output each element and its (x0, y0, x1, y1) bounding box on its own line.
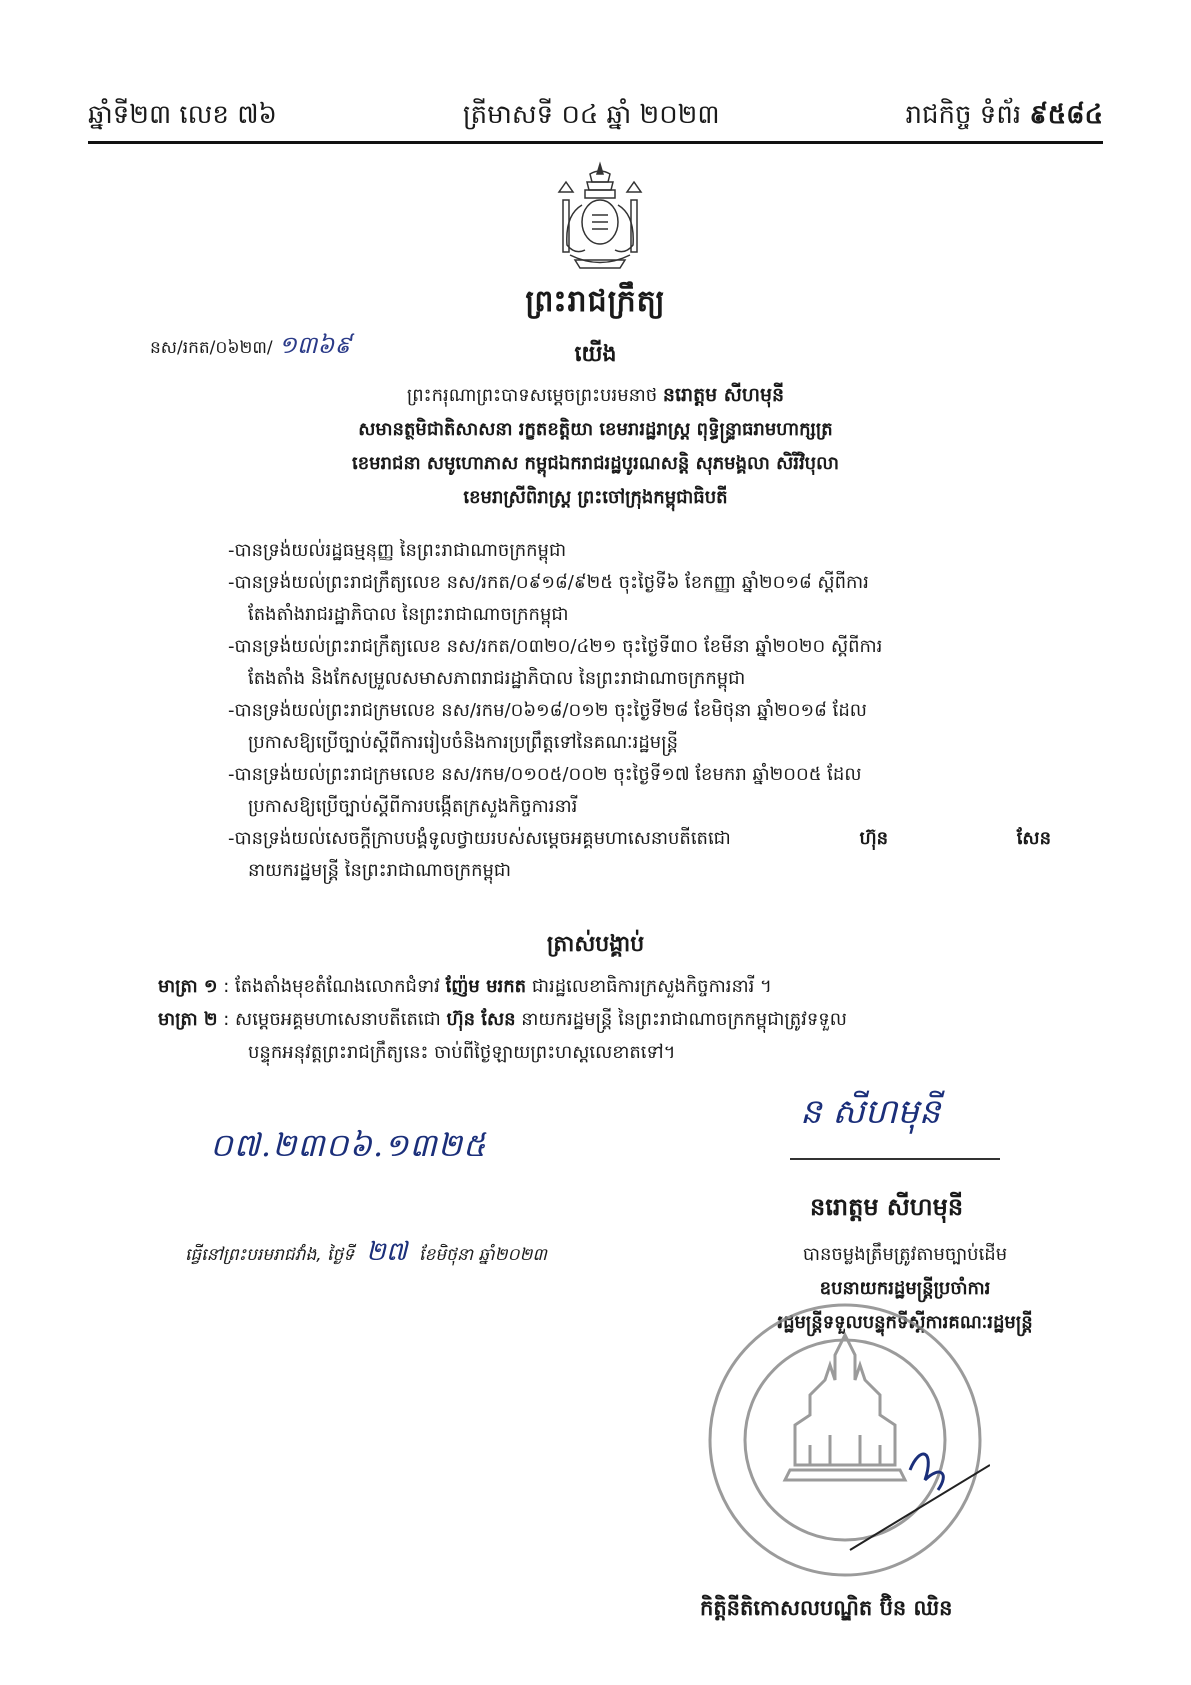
article-2 (158, 1003, 1051, 1069)
article-label: មាត្រា ១ (158, 976, 218, 997)
header-date: ត្រីមាសទី ០៤ ឆ្នាំ ២០២៣ (462, 100, 720, 130)
legal-references (228, 535, 1051, 887)
article-pm-name: ហ៊ុន សែន (446, 1009, 516, 1030)
page-number: ៩៥៨៤ (1029, 100, 1103, 130)
article-text: : សម្តេចអគ្គមហាសេនាបតីតេជោ (223, 1009, 441, 1030)
reference-line (228, 823, 1051, 855)
king-line-2: សមានត្ថមិជាតិសាសនា រក្ខតខត្តិយា ខេមរារដ្ឋរាស្ត្រ ពុទ្ធិន្ទ្រាធរាមហាក្សត្រ (358, 419, 833, 440)
reference-handwritten: ១៣៦៩ (278, 331, 352, 359)
reference-line-continued: តែងតាំង និងកែសម្រួលសមាសភាពរាជរដ្ឋាភិបាល នៃព្រះរាជាណាចក្រកម្ពុជា (248, 668, 746, 689)
reference-item (228, 695, 1051, 759)
we-heading: យើង (574, 342, 617, 367)
place-date-prefix: ធ្វើនៅព្រះបរមរាជវាំង, ថ្ងៃទី (185, 1245, 355, 1265)
reference-printed: នស/រកត/០៦២៣/ (150, 338, 273, 358)
signature-underline (790, 1158, 1000, 1160)
reference-line: -បានទ្រង់យល់ព្រះរាជក្រមលេខ នស/រកម/០១០៥/០០២ ចុះថ្ងៃទី១៧ ខែមករា ឆ្នាំ២០០៥ ដែល (228, 764, 862, 785)
gazette-header (88, 90, 1103, 136)
reference-item (228, 567, 1051, 631)
articles (158, 970, 1051, 1069)
article-label: មាត្រា ២ (158, 1009, 218, 1030)
article-text: : តែងតាំងមុខតំណែងលោកជំទាវ (223, 976, 440, 997)
king-line-4: ខេមរាស្រីពិរាស្ត្រ ព្រះចៅក្រុងកម្ពុជាធិបតី (463, 487, 728, 508)
certify-line-2: ឧបនាយករដ្ឋមន្ត្រីប្រចាំការ (819, 1278, 991, 1299)
reference-line-continued: តែងតាំងរាជរដ្ឋាភិបាល នៃព្រះរាជាណាចក្រកម្ពុជា (248, 604, 569, 625)
certify-line-1: បានចម្លងត្រឹមត្រូវតាមច្បាប់ដើម (802, 1244, 1008, 1265)
minister-name: កិត្តិនីតិកោសលបណ្ឌិត ប៊ិន ឈិន (700, 1596, 953, 1620)
day-handwritten: ២៧ (366, 1237, 408, 1267)
article-text-continued: បន្ទុកអនុវត្តព្រះរាជក្រឹត្យនេះ ចាប់ពីថ្ងៃឡាយព្រះហស្តលេខាតទៅ។ (248, 1042, 676, 1063)
king-line-1-prefix: ព្រះករុណាព្រះបាទសម្តេចព្រះបរមនាថ (406, 385, 658, 406)
reference-line: -បានទ្រង់យល់ព្រះរាជក្រមលេខ នស/រកម/០៦១៨/០១២ ចុះថ្ងៃទី២៨ ខែមិថុនា ឆ្នាំ២០១៨ ដែល (228, 700, 867, 721)
gazette-page-label (906, 98, 1103, 136)
decree-heading: ត្រាស់បង្គាប់ (546, 932, 645, 957)
pm-surname: ហ៊ុន (859, 828, 889, 849)
king-line-1 (150, 378, 1041, 413)
king-name: នរោត្តម សីហមុនី (662, 384, 785, 406)
article-text: ជារដ្ឋលេខាធិការក្រសួងកិច្ចការនារី ។ (531, 976, 772, 997)
place-and-date (185, 1235, 547, 1273)
year-issue: ឆ្នាំទី២៣ លេខ ៧៦ (88, 100, 277, 130)
certify-line-3: រដ្ឋមន្ត្រីទទួលបន្ទុកទីស្តីការគណៈរដ្ឋមន្ត្រី (777, 1312, 1033, 1333)
king-line-3: ខេមរាជនា សមូហោភាស កម្ពុជឯករាជរដ្ឋបូរណសន្តិ សុភមង្គលា សិរីវិបុលា (352, 453, 839, 474)
reference-line-continued: ប្រកាសឱ្យប្រើច្បាប់ស្តីពីការបង្កើតក្រសួងកិច្ចការនារី (248, 796, 578, 817)
king-titles (150, 378, 1041, 515)
gazette-label: រាជកិច្ច ទំព័រ (905, 100, 1022, 130)
article-1 (158, 970, 1051, 1003)
king-signatory-name: នរោត្តម សីហមុនី (810, 1193, 964, 1221)
article-text: នាយករដ្ឋមន្ត្រី នៃព្រះរាជាណាចក្រកម្ពុជាត្រូវទទួល (521, 1009, 847, 1030)
reference-text: -បានទ្រង់យល់សេចក្តីក្រាបបង្គំទូលថ្វាយរបស់សម្តេចអគ្គមហាសេនាបតីតេជោ (228, 828, 731, 849)
pm-given-name: សែន (1016, 828, 1051, 849)
reference-line-continued: នាយករដ្ឋមន្ត្រី នៃព្រះរាជាណាចក្រកម្ពុជា (248, 860, 512, 881)
reference-item (228, 631, 1051, 695)
reference-line-continued: ប្រកាសឱ្យប្រើច្បាប់ស្តីពីការរៀបចំនិងការប្រព្រឹត្តទៅនៃគណៈរដ្ឋមន្ត្រី (248, 732, 679, 753)
document-title: ព្រះរាជក្រឹត្យ (525, 284, 666, 319)
reference-line: -បានទ្រង់យល់រដ្ឋធម្មនុញ្ញ នៃព្រះរាជាណាចក្រកម្ពុជា (228, 540, 567, 561)
header-divider (88, 141, 1103, 144)
royal-emblem-icon (545, 160, 655, 275)
place-date-suffix: ខែមិថុនា ឆ្នាំ២០២៣ (419, 1245, 547, 1265)
reference-item (228, 823, 1051, 887)
reference-line: -បានទ្រង់យល់ព្រះរាជក្រឹត្យលេខ នស/រកត/០៣២០/៤២១ ចុះថ្ងៃទី៣០ ខែមីនា ឆ្នាំ២០២០ ស្តីពីការ (228, 636, 883, 657)
reference-item (228, 535, 1051, 567)
official-seal-icon (700, 1295, 990, 1585)
reference-item (228, 759, 1051, 823)
article-appointee-name: ញ៉ែម មរកត (445, 976, 527, 997)
reference-line: -បានទ្រង់យល់ព្រះរាជក្រឹត្យលេខ នស/រកត/០៩១៨/៩២៥ ចុះថ្ងៃទី៦ ខែកញ្ញា ឆ្នាំ២០១៨ ស្តីពីការ (228, 572, 869, 593)
handwritten-registration-code: ០៧.២៣០៦.១៣២៥ (210, 1126, 487, 1164)
king-signature: ន សីហមុនី (800, 1092, 941, 1132)
